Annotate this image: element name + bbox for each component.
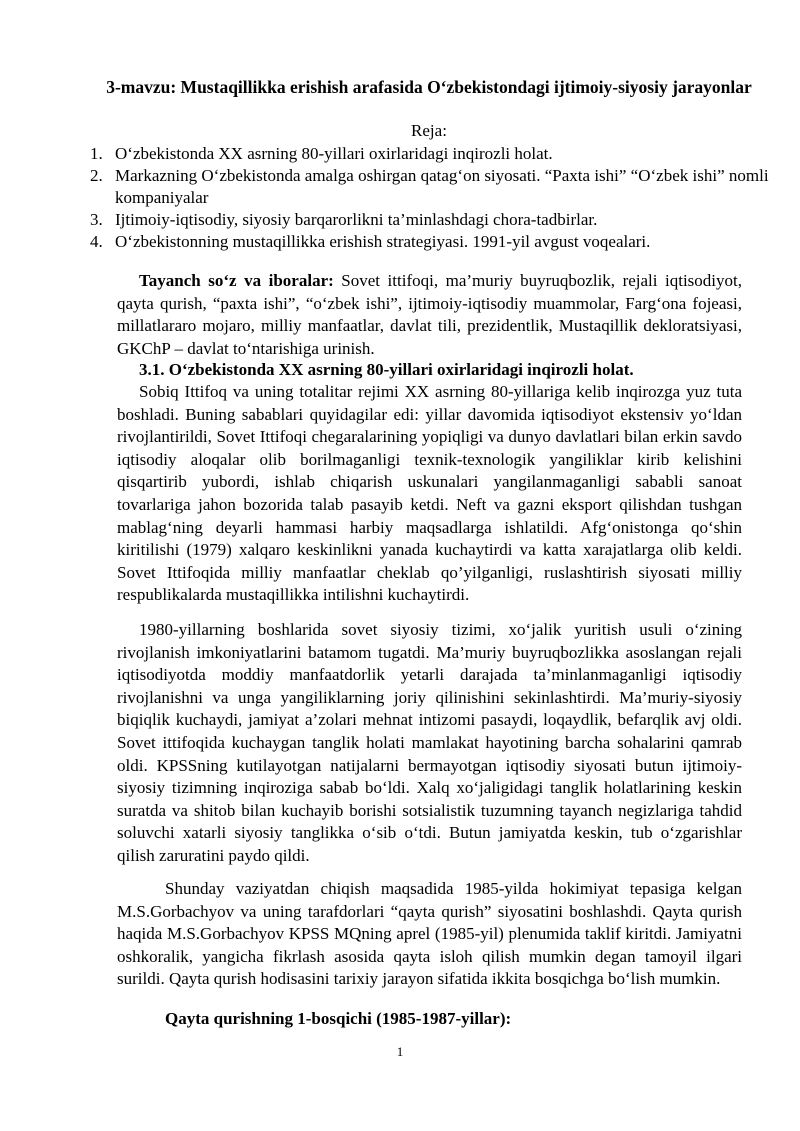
body-paragraph-3: Shunday vaziyatdan chiqish maqsadida 1985-yilda hokimiyat tepasiga kelgan M.S.Gorbachyov va uning tarafdorlari “qayta qurish” siyosatini boshlashdi. Qayta qurish haqida M.S.Gorbachyov KPSS MQning aprel (1985-yil) plenumida taklif kiritdi. Jamiyatni oshkoralik, yangicha fikrlash asosida qayta isloh qilish mumkin degan tamoyil ilgari surildi. Qayta qurish hodisasini tarixiy jarayon sifatida ikkita bosqichga bo‘lish mumkin. — [117, 879, 742, 989]
subsection-heading: Qayta qurishning 1-bosqichi (1985-1987-yillar): — [165, 1009, 512, 1028]
keywords-paragraph — [117, 270, 742, 360]
body-paragraph-1: Sobiq Ittifoq va uning totalitar rejimi XX asrning 80-yillariga kelib inqirozga yuz tuta boshladi. Buning sabablari quyidagilar edi: yillar davomida iqtisodiyot ekstensiv yo‘ldan rivojlantirildi, Sovet Ittifoqi chegaralarining yopiqligi va dunyo davlatlari bilan erkin savdo iqtisodiy aloqalar olib borilmaganligi texnik-texnologik yangiliklar kirib kelishini qisqartirib yubordi, ishlab chiqarish uskunalari yangilanmaganligi sababli sanoat tovarlariga jahon bozorida talab pasayib ketdi. Neft va gazni eksport qilishdan tushgan mablag‘ning deyarli hammasi harbiy maqsadlarga ishlatildi. Afg‘onistonga qo‘shin kiritilishi (1979) xalqaro keskinlikni yanada kuchaytirdi va katta xarajatlarga olib keldi. Sovet Ittifoqida milliy manfaatlar cheklab qo’yilganligi, ruslashtirish siyosati milliy respublikalarda mustaqillikka intilishni kuchaytirdi. — [117, 382, 742, 605]
page-number: 1 — [396, 1044, 404, 1059]
plan-item — [84, 143, 774, 165]
plan-item-text: Markazning O‘zbekistonda amalga oshirgan qatag‘on siyosati. “Paxta ishi” “O‘zbek ishi” nomli kompaniyalar — [115, 166, 769, 207]
plan-item-text: Ijtimoiy-iqtisodiy, siyosiy barqarorlikni ta’minlashdagi chora-tadbirlar. — [115, 210, 598, 229]
section-heading: 3.1. O‘zbekistonda XX asrning 80-yillari oxirlaridagi inqirozli holat. — [139, 360, 634, 379]
plan-item — [84, 231, 774, 253]
keywords-text: Sovet ittifoqi, ma’muriy buyruqbozlik, rejali iqtisodiyot, qayta qurish, “paxta ishi”, “o‘zbek ishi”, ijtimoiy-iqtisodiy muammolar, Farg‘ona fojeasi, millatlararo mojaro, milliy manfaatlar, davlat tili, prezidentlik, Mustaqillik dekloratsiyasi, GKChP – davlat to‘ntarishiga urinish. — [117, 271, 742, 358]
document-title: 3-mavzu: Mustaqillikka erishish arafasida O‘zbekistondagi ijtimoiy-siyosiy jarayonlar — [106, 77, 752, 97]
plan-item-number: 4. — [90, 232, 103, 251]
plan-item-text: O‘zbekistonning mustaqillikka erishish strategiyasi. 1991-yil avgust voqealari. — [115, 232, 651, 251]
plan-item-number: 3. — [90, 210, 103, 229]
plan-item-text: O‘zbekistonda XX asrning 80-yillari oxirlaridagi inqirozli holat. — [115, 144, 553, 163]
plan-item — [84, 165, 774, 209]
keywords-label: Tayanch so‘z va iboralar: — [139, 271, 334, 290]
plan-list — [84, 143, 774, 253]
body-paragraph-2: 1980-yillarning boshlarida sovet siyosiy tizimi, xo‘jalik yuritish usuli o‘zining rivojlanish imkoniyatlarini batamom tugatdi. Ma’muriy buyruqbozlikka asoslangan rejali iqtisodiyotda moddiy manfaatdorlik yetarli darajada ta’minlanmaganligi iqtisodiy rivojlanishni va unga yangiliklarning joriy qilinishini sekinlashtirdi. Ma’muriy-siyosiy biqiqlik kuchaydi, jamiyat a’zolari mehnat intizomi pasaydi, loqaydlik, befarqlik avj oldi. Sovet ittifoqida kuchaygan tanglik holati mamlakat hayotining barcha sohalarini qamrab oldi. KPSSning kutilayotgan natijalarni bermayotgan iqtisodiy siyosati butun ijtimoiy-siyosiy tizimning inqiroziga sabab bo‘ldi. Xalq xo‘jaligidagi tanglik holatlarining keskin suratda va shitob bilan kuchayib borishi sotsialistik tuzumning tayanch negizlariga tahdid soluvchi xatarli siyosiy tanglikka o‘sib o‘tdi. Butun jamiyatda keskin, tub o‘zgarishlar qilish zaruratini paydo qildi. — [117, 620, 742, 865]
plan-item-number: 2. — [90, 166, 103, 185]
plan-item-number: 1. — [90, 144, 103, 163]
plan-item — [84, 209, 774, 231]
plan-heading: Reja: — [411, 121, 447, 140]
